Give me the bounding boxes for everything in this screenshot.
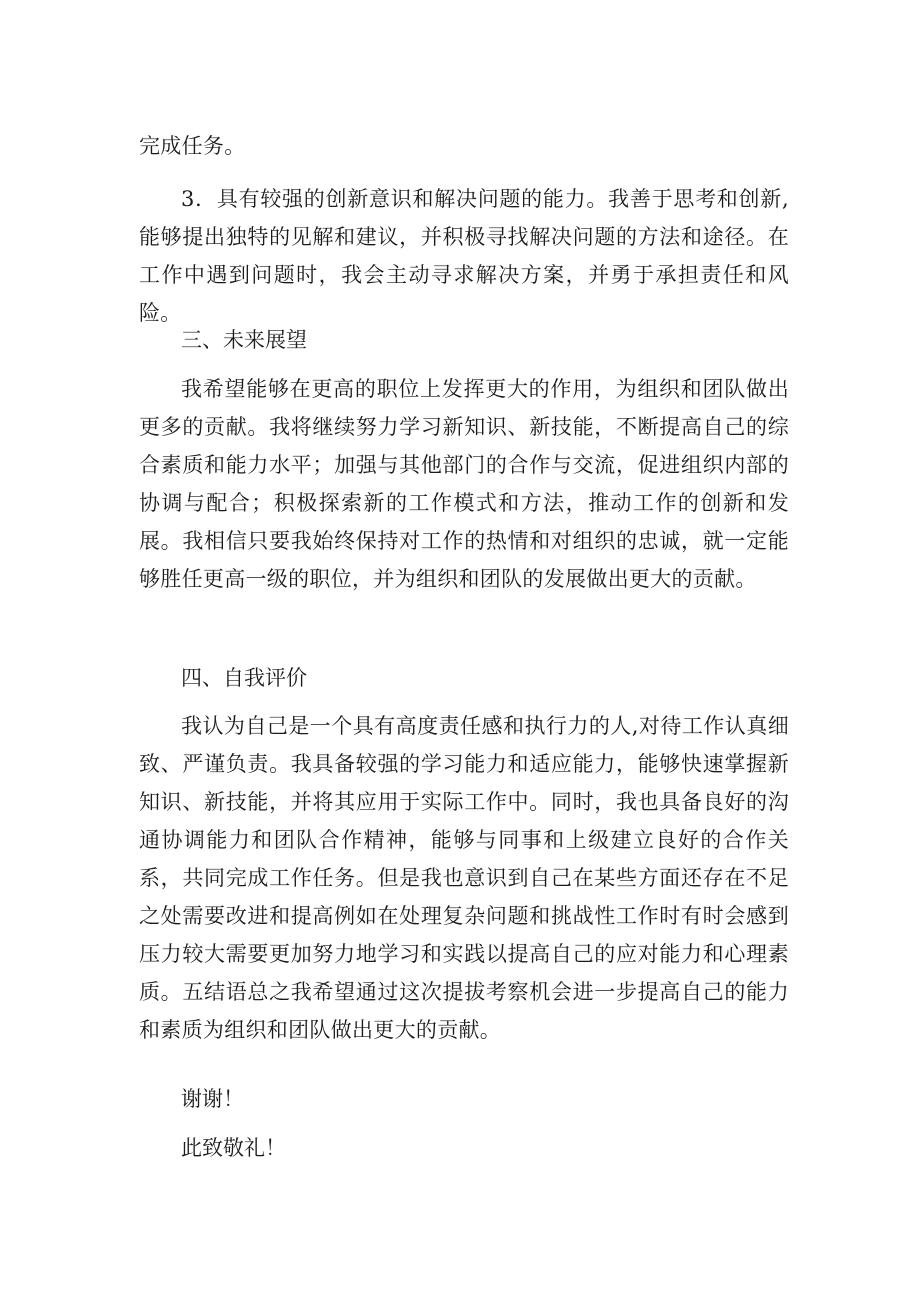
paragraph-future: 我希望能够在更高的职位上发挥更大的作用，为组织和团队做出更多的贡献。我将继续努力学习新知识、新技能，不断提高自己的综合素质和能力水平；加强与其他部门的合作与交流，促进组织内部的协调与配合；积极探索新的工作模式和方法，推动工作的创新和发展。我相信只要我始终保持对工作的热情和对组织的忠诚，就一定能够胜任更高一级的职位，并为组织和团队的发展做出更大的贡献。: [139, 377, 789, 591]
section-heading-future: 三、未来展望: [181, 328, 307, 352]
paragraph-self-evaluation: 我认为自己是一个具有高度责任感和执行力的人,对待工作认真细致、严谨负责。我具备较强的学习能力和适应能力，能够快速掌握新知识、新技能，并将其应用于实际工作中。同时，我也具备良好的沟通协调能力和团队合作精神，能够与同事和上级建立良好的合作关系，共同完成工作任务。但是我也意识到自己在某些方面还存在不足之处需要改进和提高例如在处理复杂问题和挑战性工作时有时会感到压力较大需要更加努力地学习和实践以提高自己的应对能力和心理素质。五结语总之我希望通过这次提拔考察机会进一步提高自己的能力和素质为组织和团队做出更大的贡献。: [139, 714, 789, 1042]
closing-salutation: 此致敬礼！: [181, 1136, 286, 1160]
section-heading-self-evaluation: 四、自我评价: [181, 666, 307, 690]
paragraph-innovation: 3．具有较强的创新意识和解决问题的能力。我善于思考和创新,能够提出独特的见解和建议，并积极寻找解决问题的方法和途径。在工作中遇到问题时，我会主动寻求解决方案，并勇于承担责任和风险。: [139, 187, 789, 325]
closing-thanks: 谢谢！: [181, 1087, 244, 1111]
paragraph-continuation: 完成任务。: [139, 134, 246, 158]
